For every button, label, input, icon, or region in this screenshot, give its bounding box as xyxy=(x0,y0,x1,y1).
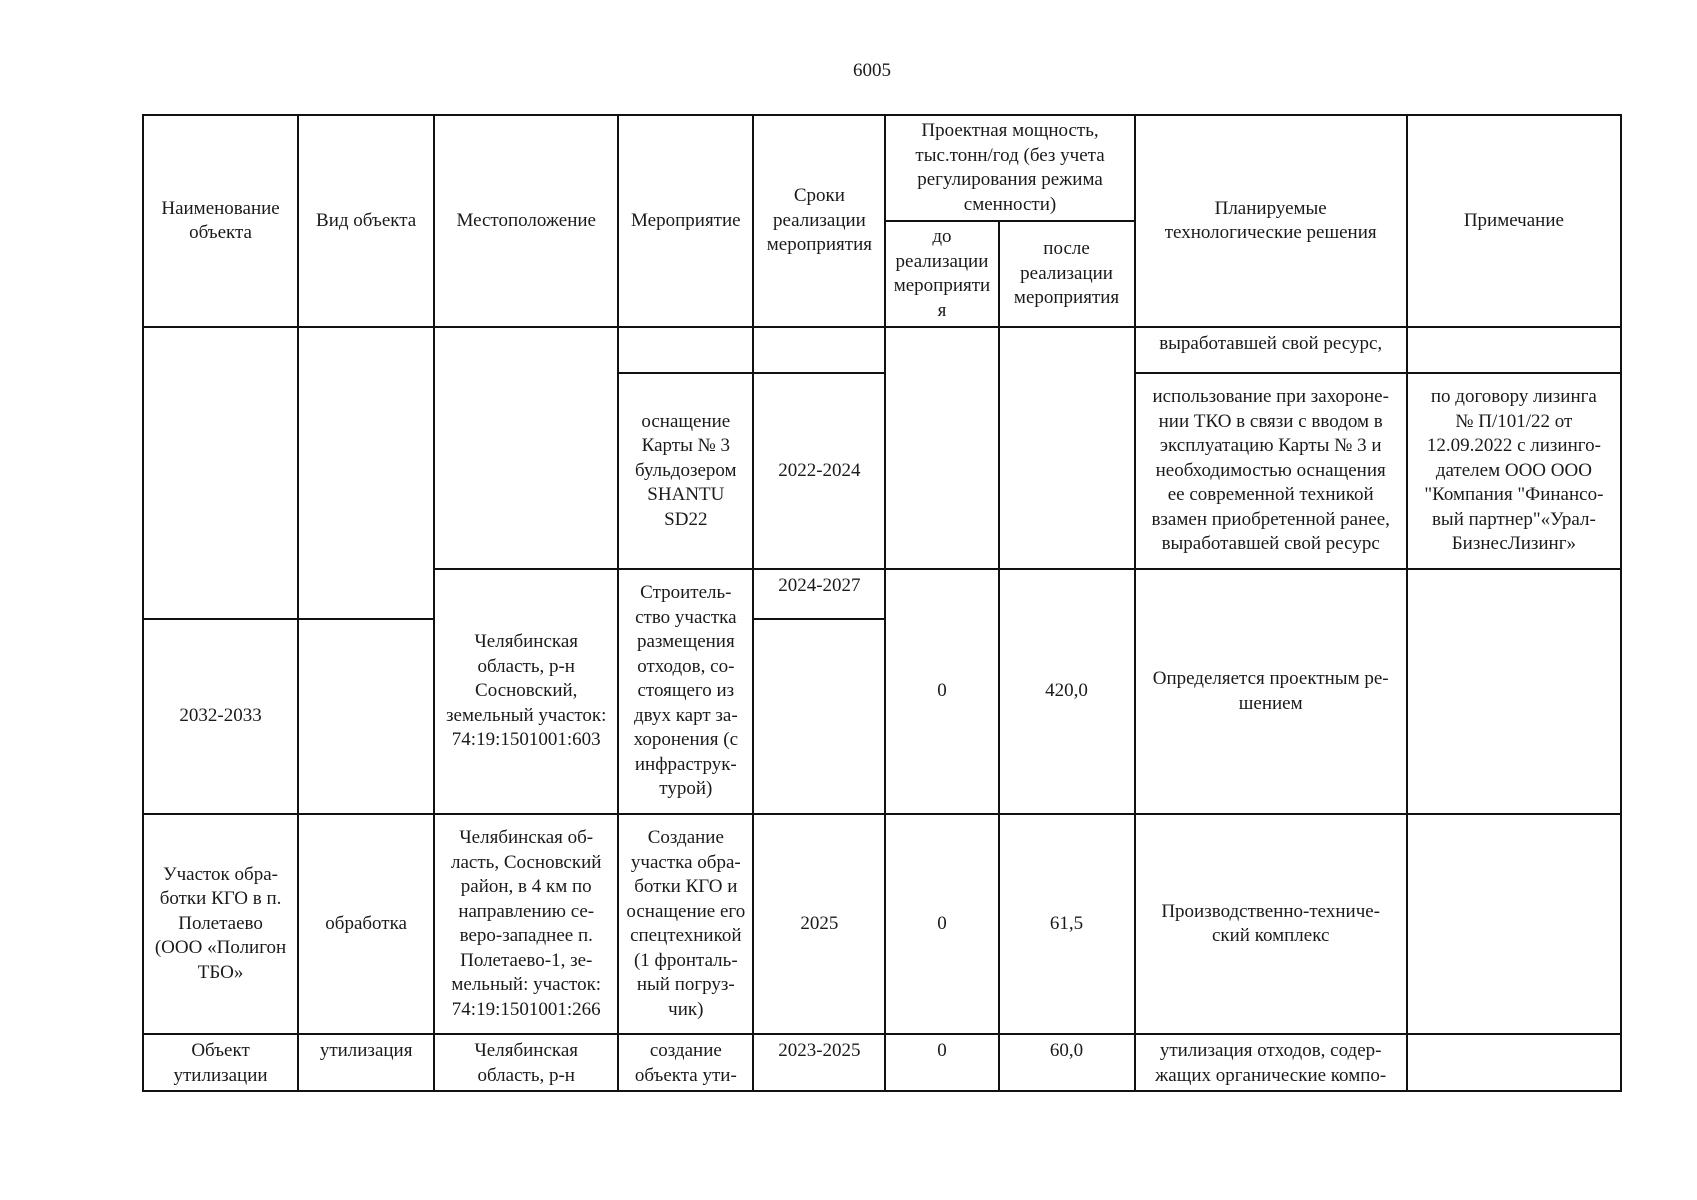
text-line: эксплуатацию Карты № 3 и xyxy=(1159,435,1382,457)
cell-name xyxy=(143,1034,298,1091)
text-line: Карты № 3 xyxy=(641,435,730,457)
text-line: стоящего из xyxy=(637,680,735,702)
cell-solution xyxy=(1135,1034,1407,1091)
text-line: область, р-н xyxy=(477,1064,575,1086)
cell-location xyxy=(434,327,618,569)
text-line: технологические решения xyxy=(1164,222,1377,243)
text-line: объекта ути- xyxy=(634,1064,737,1086)
text-line: выработавшей свой ресурс xyxy=(1161,533,1380,555)
text-line: мероприяти xyxy=(893,275,991,296)
text-line: Челябинская xyxy=(474,1040,578,1061)
text-line: инфраструк- xyxy=(634,753,737,775)
cell-note xyxy=(1407,373,1621,569)
text-line: размещения xyxy=(636,631,735,653)
text-line: Строитель- xyxy=(640,582,732,604)
text-line: хоронения (с xyxy=(633,729,739,751)
text-line: 12.09.2022 с лизинго- xyxy=(1426,435,1601,457)
text-line: после xyxy=(1043,238,1090,260)
text-line: область, р-н xyxy=(477,655,575,677)
text-line: сменности) xyxy=(963,193,1057,215)
header-location: Местоположение xyxy=(434,115,618,327)
text-line: участка обра- xyxy=(630,851,741,873)
text-line: вый партнер"«Урал- xyxy=(1431,508,1596,530)
cell-name xyxy=(143,814,298,1034)
cell-type: обработка xyxy=(298,814,434,1034)
text-line: ский комплекс xyxy=(1211,925,1330,946)
cell-term: 2022-2024 xyxy=(753,373,885,569)
text-line: (ООО «Полигон xyxy=(154,937,287,959)
header-solutions xyxy=(1135,115,1407,327)
cell-solution xyxy=(1135,569,1407,814)
cell-term: 2023-2025 xyxy=(753,1034,885,1091)
text-line: Наименование xyxy=(161,197,280,219)
header-object-name xyxy=(143,115,298,327)
text-line: Челябинская xyxy=(474,631,578,653)
text-line: мероприятия xyxy=(1013,287,1120,309)
text-line: оснащение xyxy=(641,410,731,432)
text-line: Определяется проектным ре- xyxy=(1152,668,1389,689)
text-line: турой) xyxy=(659,778,713,800)
text-line: бульдозером xyxy=(635,459,737,481)
text-line: взамен приобретенной ранее, xyxy=(1151,508,1390,530)
cell-term xyxy=(753,327,885,373)
text-line: Полетаево xyxy=(178,912,263,934)
cell-after xyxy=(999,327,1135,569)
cell-solution xyxy=(1135,814,1407,1034)
table-row xyxy=(143,814,1621,1034)
cell-measure xyxy=(618,327,753,373)
text-line: регулирования режима xyxy=(917,169,1103,190)
table-row xyxy=(143,327,1621,373)
cell-solution xyxy=(1135,373,1407,569)
text-line: чик) xyxy=(668,998,704,1020)
text-line: Участок обра- xyxy=(163,863,278,885)
cell-before xyxy=(885,327,998,569)
header-capacity-before xyxy=(885,221,998,327)
text-line: двух карт за- xyxy=(633,704,738,726)
header-terms xyxy=(753,115,885,327)
cell-type xyxy=(298,327,434,619)
text-line: № П/101/22 от xyxy=(1455,410,1573,432)
text-line: реализации xyxy=(1020,262,1113,284)
cell-term: 2024-2027 xyxy=(753,569,885,619)
cell-term: 2025 xyxy=(753,814,885,1034)
text-line: Объект xyxy=(191,1040,250,1061)
text-line: Челябинская об- xyxy=(459,827,594,848)
text-line: ный погруз- xyxy=(636,974,735,995)
cell-note xyxy=(1407,814,1621,1034)
text-line: 74:19:1501001:266 xyxy=(451,998,601,1020)
text-line: реализации xyxy=(895,250,989,272)
waste-facilities-table xyxy=(142,114,1622,1092)
text-line: я xyxy=(937,299,947,321)
text-line: район, в 4 км по xyxy=(460,876,592,897)
text-line: отходов, со- xyxy=(637,655,735,677)
text-line: реализации xyxy=(772,209,866,231)
cell-before: 0 xyxy=(885,569,998,814)
text-line: направлению се- xyxy=(458,900,595,922)
text-line: нии ТКО в связи с вводом в xyxy=(1158,410,1383,432)
cell-before: 0 xyxy=(885,1034,998,1091)
text-line: Сосновский, xyxy=(475,680,578,702)
cell-location xyxy=(434,569,618,814)
text-line: создание xyxy=(649,1040,722,1061)
text-line: Создание xyxy=(647,827,724,848)
text-line: (1 фронталь- xyxy=(633,949,738,971)
cell-location xyxy=(434,1034,618,1091)
text-line: жащих органические компо- xyxy=(1155,1064,1387,1086)
text-line: использование при захороне- xyxy=(1152,386,1389,408)
text-line: необходимостью оснащения xyxy=(1155,459,1386,481)
text-line: "Компания "Финансо- xyxy=(1424,484,1604,506)
text-line: по договору лизинга xyxy=(1430,386,1597,408)
cell-note xyxy=(1407,1034,1621,1091)
text-line: SD22 xyxy=(664,508,708,530)
cell-name xyxy=(143,327,298,619)
table-header-row xyxy=(143,115,1621,221)
text-line: дателем ООО ООО xyxy=(1435,459,1592,481)
text-line: ласть, Сосновский xyxy=(451,851,602,873)
text-line: ботки КГО в п. xyxy=(159,888,282,910)
text-line: мельный: участок: xyxy=(451,974,602,995)
cell-solution: выработавшей свой ресурс, xyxy=(1135,327,1407,373)
cell-measure xyxy=(618,1034,753,1091)
text-line: до xyxy=(932,226,952,247)
text-line: утилизации xyxy=(173,1064,268,1086)
cell-location xyxy=(434,814,618,1034)
text-line: земельный участок: xyxy=(446,704,607,726)
cell-after: 61,5 xyxy=(999,814,1135,1034)
header-measure: Мероприятие xyxy=(618,115,753,327)
header-capacity-after xyxy=(999,221,1135,327)
text-line: Сроки xyxy=(793,185,845,207)
text-line: веро-западнее п. xyxy=(459,925,593,946)
text-line: спецтехникой xyxy=(630,925,742,946)
cell-term: 2032-2033 xyxy=(143,619,298,814)
text-line: Производственно-техниче- xyxy=(1161,900,1381,922)
cell-note xyxy=(1407,327,1621,373)
text-line: оснащение его xyxy=(626,900,746,922)
cell-measure xyxy=(618,569,753,814)
text-line: SHANTU xyxy=(647,484,725,506)
text-line: ство участка xyxy=(635,606,737,628)
cell-after: 420,0 xyxy=(999,569,1135,814)
cell-measure xyxy=(618,373,753,569)
text-line: мероприятия xyxy=(766,234,873,256)
text-line: ТБО» xyxy=(197,961,244,983)
cell-type: утилизация xyxy=(298,1034,434,1091)
text-line: ботки КГО и xyxy=(634,876,738,897)
text-line: БизнесЛизинг» xyxy=(1451,533,1577,555)
cell-note xyxy=(1407,569,1621,814)
cell-after: 60,0 xyxy=(999,1034,1135,1091)
text-line: объекта xyxy=(189,222,252,243)
text-line: шением xyxy=(1238,692,1303,714)
text-line: Планируемые xyxy=(1214,197,1327,219)
text-line: ее современной техникой xyxy=(1167,484,1374,506)
header-object-type: Вид объекта xyxy=(298,115,434,327)
text-line: Полетаево-1, зе- xyxy=(460,949,593,971)
text-line: утилизация отходов, содер- xyxy=(1159,1040,1382,1061)
cell-before: 0 xyxy=(885,814,998,1034)
text-line: тыс.тонн/год (без учета xyxy=(915,144,1105,166)
cell-measure xyxy=(618,814,753,1034)
page-number: 6005 xyxy=(853,60,891,81)
header-note: Примечание xyxy=(1407,115,1621,327)
text-line: 74:19:1501001:603 xyxy=(451,729,601,751)
text-line: Проектная мощность, xyxy=(921,120,1099,141)
table-row xyxy=(143,1034,1621,1091)
header-capacity xyxy=(885,115,1134,221)
